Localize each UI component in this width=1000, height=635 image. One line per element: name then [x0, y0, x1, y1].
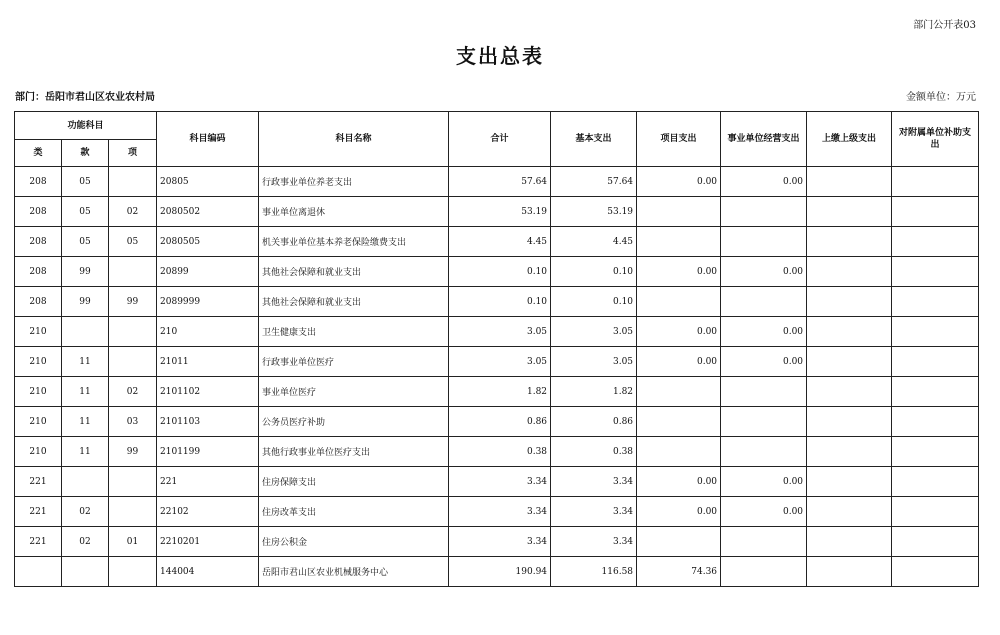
- cell-basic: 0.38: [551, 437, 637, 467]
- cell-code: 2101102: [157, 377, 259, 407]
- cell-name: 其他行政事业单位医疗支出: [259, 437, 449, 467]
- cell-superior: [807, 317, 892, 347]
- header-project: 项目支出: [637, 112, 721, 167]
- cell-business: [721, 437, 807, 467]
- cell-kuan: 02: [62, 527, 109, 557]
- cell-superior: [807, 527, 892, 557]
- header-subsidy: 对附属单位补助支出: [892, 112, 979, 167]
- cell-subsidy: [892, 257, 979, 287]
- table-row: [15, 437, 979, 467]
- cell-xiang: 03: [109, 407, 157, 437]
- cell-basic: 3.34: [551, 497, 637, 527]
- cell-total: 57.64: [449, 167, 551, 197]
- department-label: 部门：岳阳市君山区农业农村局: [15, 92, 155, 103]
- cell-name: 住房公积金: [259, 527, 449, 557]
- cell-total: 0.86: [449, 407, 551, 437]
- cell-lei: 208: [15, 167, 62, 197]
- table-row: [15, 497, 979, 527]
- cell-business: [721, 407, 807, 437]
- cell-basic: 3.05: [551, 317, 637, 347]
- table-row: [15, 167, 979, 197]
- cell-xiang: 99: [109, 287, 157, 317]
- cell-total: 3.34: [449, 527, 551, 557]
- cell-kuan: [62, 557, 109, 587]
- page-title: 支出总表: [456, 44, 544, 68]
- cell-project: [637, 407, 721, 437]
- cell-business: 0.00: [721, 347, 807, 377]
- cell-project: 74.36: [637, 557, 721, 587]
- cell-lei: 210: [15, 407, 62, 437]
- cell-superior: [807, 497, 892, 527]
- cell-subsidy: [892, 287, 979, 317]
- cell-code: 2101199: [157, 437, 259, 467]
- cell-subsidy: [892, 317, 979, 347]
- cell-project: 0.00: [637, 317, 721, 347]
- cell-name: 住房改革支出: [259, 497, 449, 527]
- cell-subsidy: [892, 497, 979, 527]
- cell-total: 4.45: [449, 227, 551, 257]
- cell-project: 0.00: [637, 167, 721, 197]
- cell-name: 行政事业单位医疗: [259, 347, 449, 377]
- cell-project: [637, 527, 721, 557]
- header-superior: 上缴上级支出: [807, 112, 892, 167]
- cell-business: 0.00: [721, 497, 807, 527]
- table-row: [15, 287, 979, 317]
- amount-unit-label: 金额单位：万元: [906, 92, 976, 103]
- table-row: [15, 557, 979, 587]
- cell-code: 221: [157, 467, 259, 497]
- cell-project: 0.00: [637, 497, 721, 527]
- cell-kuan: 05: [62, 167, 109, 197]
- header-kuan: 款: [62, 140, 109, 167]
- header-lei: 类: [15, 140, 62, 167]
- cell-business: [721, 227, 807, 257]
- cell-superior: [807, 167, 892, 197]
- expenditure-table: [14, 111, 979, 587]
- cell-subsidy: [892, 437, 979, 467]
- table-row: [15, 527, 979, 557]
- form-code: 部门公开表03: [913, 20, 976, 31]
- cell-lei: 208: [15, 287, 62, 317]
- cell-name: 公务员医疗补助: [259, 407, 449, 437]
- cell-basic: 1.82: [551, 377, 637, 407]
- cell-code: 21011: [157, 347, 259, 377]
- cell-xiang: [109, 167, 157, 197]
- cell-code: 2080505: [157, 227, 259, 257]
- cell-subsidy: [892, 467, 979, 497]
- cell-basic: 116.58: [551, 557, 637, 587]
- cell-business: 0.00: [721, 167, 807, 197]
- cell-subsidy: [892, 197, 979, 227]
- cell-subsidy: [892, 167, 979, 197]
- header-total: 合计: [449, 112, 551, 167]
- cell-basic: 3.34: [551, 467, 637, 497]
- cell-xiang: [109, 497, 157, 527]
- table-row: [15, 377, 979, 407]
- header-name: 科目名称: [259, 112, 449, 167]
- cell-xiang: 02: [109, 377, 157, 407]
- cell-superior: [807, 407, 892, 437]
- table-row: [15, 317, 979, 347]
- header-function-subject: 功能科目: [15, 112, 157, 140]
- cell-xiang: 05: [109, 227, 157, 257]
- cell-xiang: [109, 347, 157, 377]
- cell-name: 行政事业单位养老支出: [259, 167, 449, 197]
- cell-basic: 53.19: [551, 197, 637, 227]
- cell-code: 20899: [157, 257, 259, 287]
- cell-xiang: [109, 317, 157, 347]
- header-basic: 基本支出: [551, 112, 637, 167]
- cell-kuan: 99: [62, 287, 109, 317]
- cell-kuan: 11: [62, 377, 109, 407]
- cell-code: 2101103: [157, 407, 259, 437]
- cell-basic: 0.86: [551, 407, 637, 437]
- cell-name: 其他社会保障和就业支出: [259, 257, 449, 287]
- cell-total: 0.10: [449, 257, 551, 287]
- cell-lei: 221: [15, 527, 62, 557]
- cell-code: 2210201: [157, 527, 259, 557]
- cell-superior: [807, 227, 892, 257]
- cell-subsidy: [892, 527, 979, 557]
- cell-project: [637, 227, 721, 257]
- cell-business: [721, 197, 807, 227]
- cell-xiang: [109, 467, 157, 497]
- cell-basic: 0.10: [551, 287, 637, 317]
- header-code: 科目编码: [157, 112, 259, 167]
- cell-name: 卫生健康支出: [259, 317, 449, 347]
- cell-lei: 221: [15, 467, 62, 497]
- cell-name: 其他社会保障和就业支出: [259, 287, 449, 317]
- cell-subsidy: [892, 407, 979, 437]
- cell-kuan: 11: [62, 437, 109, 467]
- table-row: [15, 197, 979, 227]
- cell-kuan: 05: [62, 197, 109, 227]
- cell-name: 事业单位离退休: [259, 197, 449, 227]
- cell-kuan: 02: [62, 497, 109, 527]
- cell-subsidy: [892, 347, 979, 377]
- cell-total: 0.38: [449, 437, 551, 467]
- cell-superior: [807, 377, 892, 407]
- cell-kuan: 99: [62, 257, 109, 287]
- cell-project: [637, 197, 721, 227]
- cell-code: 20805: [157, 167, 259, 197]
- cell-superior: [807, 557, 892, 587]
- cell-basic: 4.45: [551, 227, 637, 257]
- cell-code: 22102: [157, 497, 259, 527]
- cell-name: 岳阳市君山区农业机械服务中心: [259, 557, 449, 587]
- cell-basic: 3.34: [551, 527, 637, 557]
- cell-code: 2089999: [157, 287, 259, 317]
- header-business: 事业单位经营支出: [721, 112, 807, 167]
- cell-total: 3.05: [449, 317, 551, 347]
- cell-xiang: 02: [109, 197, 157, 227]
- cell-project: [637, 287, 721, 317]
- cell-superior: [807, 437, 892, 467]
- cell-superior: [807, 347, 892, 377]
- cell-basic: 3.05: [551, 347, 637, 377]
- cell-project: 0.00: [637, 257, 721, 287]
- cell-name: 事业单位医疗: [259, 377, 449, 407]
- cell-superior: [807, 257, 892, 287]
- cell-subsidy: [892, 227, 979, 257]
- cell-total: 3.05: [449, 347, 551, 377]
- cell-xiang: [109, 257, 157, 287]
- cell-lei: 210: [15, 377, 62, 407]
- cell-lei: 208: [15, 257, 62, 287]
- cell-lei: 210: [15, 347, 62, 377]
- cell-lei: 221: [15, 497, 62, 527]
- cell-xiang: 99: [109, 437, 157, 467]
- table-row: [15, 257, 979, 287]
- cell-business: [721, 557, 807, 587]
- cell-lei: 210: [15, 317, 62, 347]
- cell-business: 0.00: [721, 317, 807, 347]
- cell-business: [721, 377, 807, 407]
- cell-code: 144004: [157, 557, 259, 587]
- table-row: [15, 407, 979, 437]
- cell-project: [637, 437, 721, 467]
- cell-xiang: [109, 557, 157, 587]
- cell-total: 1.82: [449, 377, 551, 407]
- cell-kuan: 11: [62, 347, 109, 377]
- cell-total: 53.19: [449, 197, 551, 227]
- cell-code: 210: [157, 317, 259, 347]
- cell-kuan: 05: [62, 227, 109, 257]
- cell-subsidy: [892, 557, 979, 587]
- cell-kuan: [62, 467, 109, 497]
- cell-total: 190.94: [449, 557, 551, 587]
- cell-lei: 208: [15, 197, 62, 227]
- cell-kuan: [62, 317, 109, 347]
- table-row: [15, 227, 979, 257]
- cell-total: 3.34: [449, 497, 551, 527]
- cell-lei: 208: [15, 227, 62, 257]
- cell-business: [721, 287, 807, 317]
- cell-superior: [807, 287, 892, 317]
- cell-superior: [807, 197, 892, 227]
- table-row: [15, 467, 979, 497]
- cell-name: 住房保障支出: [259, 467, 449, 497]
- cell-subsidy: [892, 377, 979, 407]
- cell-business: 0.00: [721, 467, 807, 497]
- cell-project: 0.00: [637, 467, 721, 497]
- cell-code: 2080502: [157, 197, 259, 227]
- cell-project: [637, 377, 721, 407]
- cell-superior: [807, 467, 892, 497]
- cell-kuan: 11: [62, 407, 109, 437]
- cell-xiang: 01: [109, 527, 157, 557]
- cell-name: 机关事业单位基本养老保险缴费支出: [259, 227, 449, 257]
- cell-project: 0.00: [637, 347, 721, 377]
- cell-business: 0.00: [721, 257, 807, 287]
- cell-basic: 0.10: [551, 257, 637, 287]
- cell-lei: [15, 557, 62, 587]
- header-xiang: 项: [109, 140, 157, 167]
- table-row: [15, 347, 979, 377]
- cell-basic: 57.64: [551, 167, 637, 197]
- cell-total: 0.10: [449, 287, 551, 317]
- cell-business: [721, 527, 807, 557]
- cell-total: 3.34: [449, 467, 551, 497]
- cell-lei: 210: [15, 437, 62, 467]
